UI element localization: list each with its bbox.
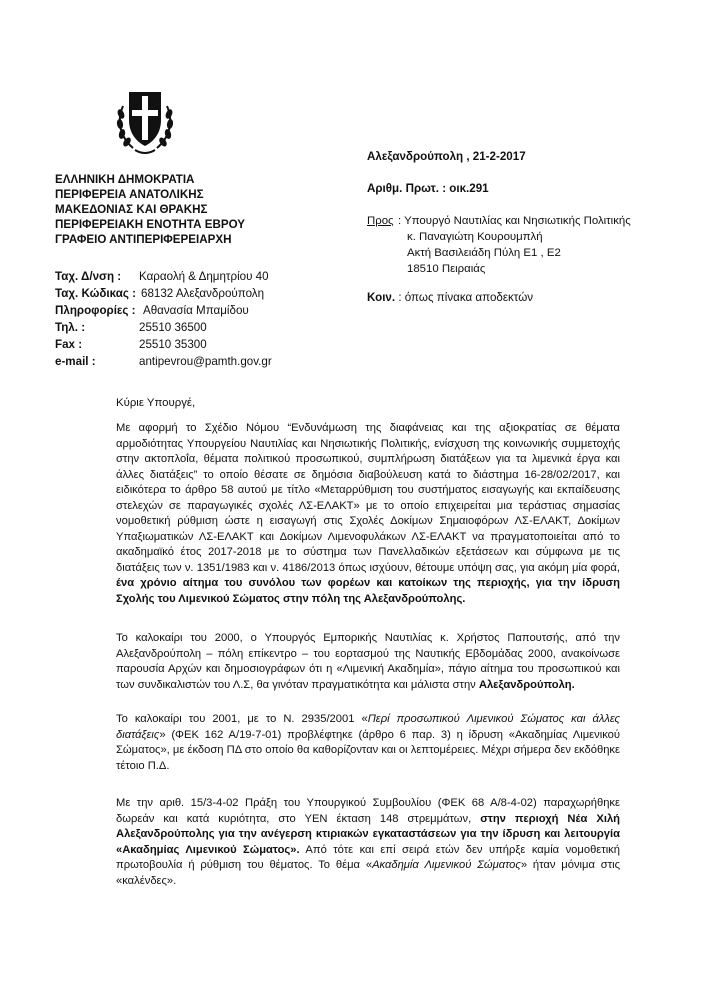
paragraph-text: Το καλοκαίρι του 2001, με το Ν. 2935/2001 « <box>116 713 368 725</box>
contact-label: Τηλ. : <box>55 321 86 334</box>
email-link[interactable]: antipevrou@pamth.gov.gr <box>139 355 272 368</box>
paragraph-emphasis: στην περιοχή Νέα Χιλή Αλεξανδρούπολης για την ανέγερση κτιριακών εγκαταστάσεων για την ίδρυση και λειτουργία «Ακαδημίας Λιμενικού Σώματος». <box>116 812 621 856</box>
contact-value: 25510 36500 <box>139 321 207 334</box>
contact-value: 25510 35300 <box>139 338 207 351</box>
contact-value: 68132 Αλεξανδρούπολη <box>141 287 265 300</box>
paragraph-2 <box>116 631 620 693</box>
organization-header <box>55 172 245 247</box>
contact-label: Πληροφορίες : <box>55 304 136 317</box>
contact-label: Ταχ. Δ/νση : <box>55 270 122 283</box>
org-line: ΓΡΑΦΕΙΟ ΑΝΤΙΠΕΡΙΦΕΡΕΙΑΡΧΗ <box>55 233 232 246</box>
paragraph-text: Από τότε και επί σειρά ετών δεν υπήρξε καμία νομοθετική πρωτοβουλία ή ρύθμιση του θέματος. Το θέμα « <box>116 843 620 871</box>
org-line: ΠΕΡΙΦΕΡΕΙΑ ΑΝΑΤΟΛΙΚΗΣ <box>55 188 204 201</box>
recipient-line: Ακτή Βασιλειάδη Πύλη Ε1 , Ε2 <box>407 247 561 259</box>
letter-date: Αλεξανδρούπολη , 21-2-2017 <box>367 150 526 163</box>
paragraph-emphasis: Αλεξανδρούπολη. <box>478 678 575 691</box>
cc-value: : όπως πίνακα αποδεκτών <box>398 291 534 304</box>
recipient-line: 18510 Πειραιάς <box>407 263 486 275</box>
contact-label: e-mail : <box>55 355 96 368</box>
cc-line <box>367 291 533 304</box>
org-line: ΕΛΛΗΝΙΚΗ ΔΗΜΟΚΡΑΤΙΑ <box>55 173 195 186</box>
salutation: Κύριε Υπουργέ, <box>116 397 196 409</box>
paragraph-text: Με αφορμή το Σχέδιο Νόμου “Ενδυνάμωση της διαφάνειας και της αξιοκρατίας σε θέματα αρμοδιότητας Υπουργείου Ναυτιλίας και Νησιωτικής Πολιτικής, ενίσχυση της κοινωνικής συμμετοχής στην ακτοπλοΐα, θέματα πολιτικού προσωπικού, συμπλήρωση διατάξεων για τα λιμενικά έργα και άλλες διατάξεις” το οποίο θέσατε σε δημόσια διαβούλευση κατά το διάστημα 16-28/02/2017, και ειδικότερα το άρθρο 58 αυτού με τίτλο «Μεταρρύθμιση του συστήματος εισαγωγής και εκπαίδευσης στελεχών σε παραγωγικές σχολές ΛΣ-ΕΛΑΚΤ» με το οποίο επιχειρείται μια τεράστιας σημασίας νομοθετική ρύθμιση ώστε η εισαγωγή στις Σχολές Δοκίμων Σημαιοφόρων ΛΣ-ΕΛΑΚΤ, Δοκίμων Υπαξιωματικών ΛΣ-ΕΛΑΚΤ και Δοκίμων Λιμενοφυλάκων ΛΣ-ΕΛΑΚΤ να πραγματοποιείται από το ακαδημαϊκό έτος 2017-2018 με το σύστημα των Πανελλαδικών εξετάσεων και σύμφωνα με τις διατάξεις των ν. 1351/1983 και ν. 4186/2013 όπως ισχύουν, θέτουμε υπόψη σας, για ακόμη μία φορά, <box>116 422 620 574</box>
law-title: Περί προσωπικού Λιμενικού Σώματος και άλλες διατάξεις <box>116 713 620 741</box>
org-line: ΜΑΚΕΔΟΝΙΑΣ ΚΑΙ ΘΡΑΚΗΣ <box>55 203 208 216</box>
protocol-number: Αριθμ. Πρωτ. : οικ.291 <box>367 182 489 195</box>
paragraph-text: Το καλοκαίρι του 2000, ο Υπουργός Εμπορικής Ναυτιλίας κ. Χρήστος Παπουτσής, από την Αλεξανδρούπολη – πόλη επίκεντρο – του εορτασμού της Ναυτικής Εβδομάδας 2000, ανακοίνωσε παρουσία Αρχών και δημοσιογράφων ότι η «Λιμενική Ακαδημία», πάγιο αίτημα του προσωπικού και των συνδικαλιστών του Λ.Σ, θα γινόταν πραγματικότητα και μάλιστα στην <box>116 632 620 691</box>
contact-value: Αθανασία Μπαμίδου <box>143 304 249 317</box>
topic-title: Ακαδημία Λιμενικού Σώματος <box>372 859 521 871</box>
paragraph-emphasis: ένα χρόνιο αίτημα του συνόλου των φορέων και κατοίκων της περιοχής, για την ίδρυση Σχολής του Λιμενικού Σώματος στην πόλη της Αλεξανδρούπολης. <box>116 577 620 605</box>
paragraph-3 <box>116 712 620 774</box>
contact-value: Καραολή & Δημητρίου 40 <box>139 270 269 283</box>
recipient-label: Προς <box>367 215 394 227</box>
recipient-line: : Υπουργό Ναυτιλίας και Νησιωτικής Πολιτικής <box>398 215 631 227</box>
paragraph-text: » ήταν μόνιμα στις «καλένδες». <box>116 859 621 887</box>
org-line: ΠΕΡΙΦΕΡΕΙΑΚΗ ΕΝΟΤΗΤΑ ΕΒΡΟΥ <box>55 218 245 231</box>
contact-label: Ταχ. Κώδικας : <box>55 287 136 300</box>
paragraph-text: Με την αριθ. 15/3-4-02 Πράξη του Υπουργικού Συμβουλίου (ΦΕΚ 68 Α/8-4-02) παραχωρήθηκε δωρεάν και κατά κυριότητα, στο ΥΕΝ έκταση 148 στρεμμάτων, <box>116 797 620 825</box>
contact-label: Fax : <box>55 338 83 351</box>
paragraph-text: » (ΦΕΚ 162 Α/19-7-01) προβλέφτηκε (άρθρο 6 παρ. 3) η ίδρυση «Ακαδημίας Λιμενικού Σώματος», με έκδοση ΠΔ στο οποίο θα καθορίζονταν και οι λεπτομέρειες. Μέχρι σήμερα δεν εκδόθηκε τέτοιο Π.Δ. <box>116 728 620 772</box>
cc-label: Κοιν. <box>367 291 396 304</box>
paragraph-4 <box>116 796 620 889</box>
greek-coat-of-arms-icon <box>113 84 177 158</box>
recipient-line: κ. Παναγιώτη Κουρουμπλή <box>407 231 543 243</box>
paragraph-1 <box>116 421 620 607</box>
